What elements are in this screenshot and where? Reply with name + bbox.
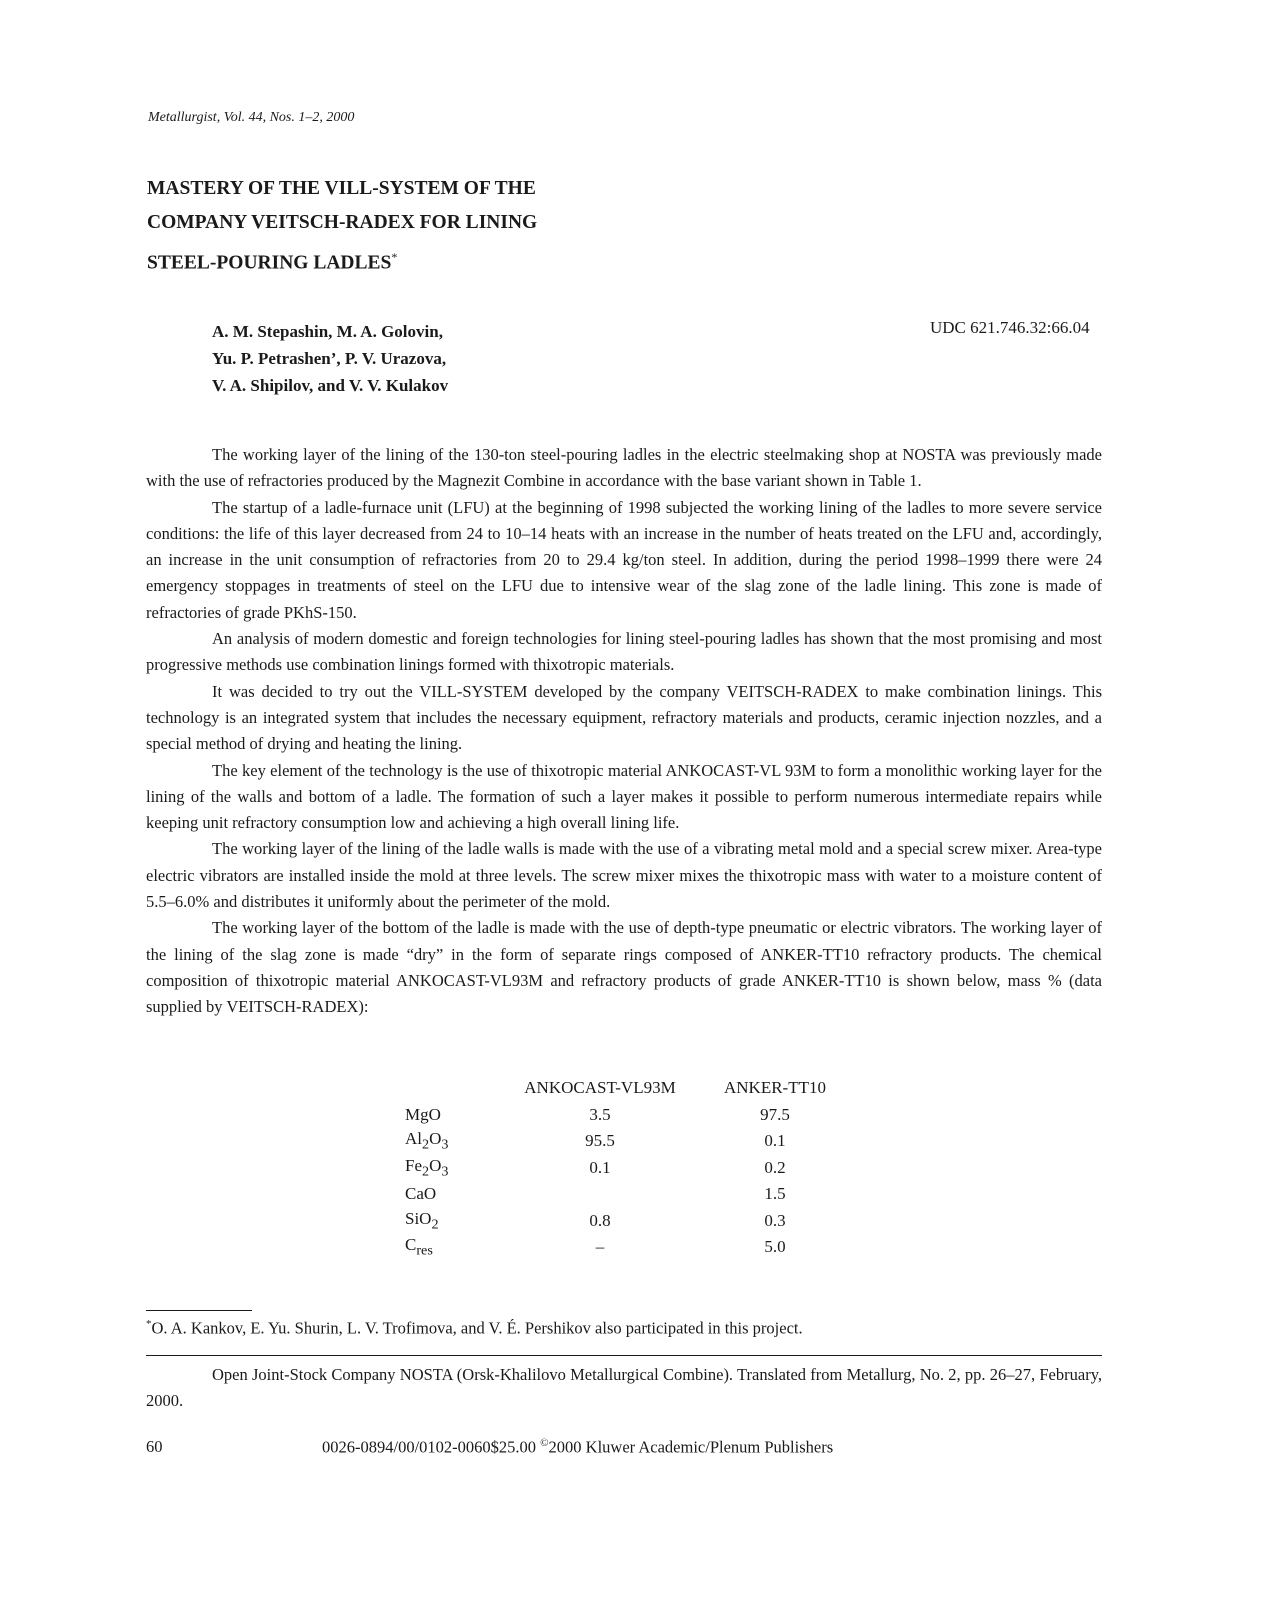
affiliation-text: Open Joint-Stock Company NOSTA (Orsk-Khalilovo Metallurgical Combine). Translated from Metallurg, No. 2, pp. 26–27, February, 2000.: [146, 1365, 1102, 1410]
table-cell: 5.0: [764, 1237, 786, 1257]
paragraph: The startup of a ladle-furnace unit (LFU) at the beginning of 1998 subjected the working lining of the ladles to more severe service conditions: the life of this layer decreased from 24 to 10–14 heats with an increase in the number of heats treated on the LFU and, accordingly, an increase in the unit consumption of refractories from 20 to 29.4 kg/ton steel. In addition, during the period 1998–1999 there were 24 emergency stoppages in treatments of steel on the LFU due to intensive wear of the slag zone of the ladle lining. This zone is made of refractories of grade PKhS-150.: [146, 497, 1102, 622]
article-body: [146, 442, 1102, 1021]
footnote: [146, 1318, 803, 1339]
title-footnote-marker: *: [391, 250, 398, 264]
oxide-label: MgO: [405, 1104, 441, 1124]
table-header-row: [405, 1075, 855, 1102]
table-row: [405, 1102, 855, 1129]
price-code: 0026-0894/00/0102-0060$25.00: [322, 1437, 537, 1457]
table-cell: 3.5: [589, 1104, 611, 1124]
title-line: STEEL-POURING LADLES*: [147, 250, 398, 274]
article-title: [147, 172, 667, 281]
copyright-symbol: ©: [540, 1437, 549, 1449]
table-cell: 0.8: [589, 1210, 611, 1230]
footnote-marker: *: [146, 1318, 152, 1330]
paragraph: An analysis of modern domestic and foreign technologies for lining steel-pouring ladles has shown that the most promising and most progressive methods use combination linings formed with thixotropic materials.: [146, 629, 1102, 675]
table-cell: 1.5: [764, 1184, 786, 1204]
publisher: 2000 Kluwer Academic/Plenum Publishers: [548, 1437, 834, 1457]
oxide-label: CaO: [405, 1184, 437, 1204]
title-line: COMPANY VEITSCH-RADEX FOR LINING: [147, 212, 538, 233]
paragraph: The working layer of the lining of the ladle walls is made with the use of a vibrating metal mold and a special screw mixer. Area-type electric vibrators are installed inside the mold at three levels. The screw mixer mixes the thixotropic mass with water to a moisture content of 5.5–6.0% and distributes it uniformly about the perimeter of the mold.: [146, 839, 1102, 912]
footnote-divider: [146, 1310, 252, 1311]
table-header-cell: ANKER-TT10: [724, 1078, 826, 1098]
footnote-text: O. A. Kankov, E. Yu. Shurin, L. V. Trofimova, and V. É. Pershikov also participated in this project.: [151, 1318, 803, 1338]
table-header-cell: ANKOCAST-VL93M: [524, 1078, 676, 1098]
udc-code: UDC 621.746.32:66.04: [930, 318, 1090, 337]
title-line: MASTERY OF THE VILL-SYSTEM OF THE: [147, 178, 536, 199]
oxide-label: $Fe_2O_3$: [405, 1155, 449, 1179]
paragraph: The working layer of the bottom of the ladle is made with the use of depth-type pneumatic or electric vibrators. The working layer of the lining of the slag zone is made “dry” in the form of separate rings composed of ANKER-TT10 refractory products. The chemical composition of thixotropic material ANKOCAST-VL93M and refractory products of grade ANKER-TT10 is shown below, mass % (data supplied by VEITSCH-RADEX):: [146, 918, 1102, 1017]
author-line: A. M. Stepashin, M. A. Golovin,: [212, 322, 443, 341]
composition-table: [405, 1075, 855, 1261]
affiliation: [146, 1362, 1102, 1414]
paragraph: The key element of the technology is the use of thixotropic material ANKOCAST-VL 93M to form a monolithic working layer for the lining of the walls and bottom of a ladle. The formation of such a layer makes it possible to perform numerous intermediate repairs while keeping unit refractory consumption low and achieving a high overall lining life.: [146, 760, 1102, 833]
page-number: 60: [146, 1437, 163, 1456]
table-cell: [505, 1181, 695, 1208]
table-cell: –: [595, 1237, 605, 1257]
oxide-label: $C_{res}$: [405, 1235, 433, 1259]
table-header-cell: [405, 1075, 505, 1102]
paragraph: It was decided to try out the VILL-SYSTEM developed by the company VEITSCH-RADEX to make combination linings. This technology is an integrated system that includes the necessary equipment, refractory materials and products, ceramic injection nozzles, and a special method of drying and heating the lining.: [146, 681, 1102, 754]
paragraph: The working layer of the lining of the 130-ton steel-pouring ladles in the electric steelmaking shop at NOSTA was previously made with the use of refractories produced by the Magnezit Combine in accordance with the base variant shown in Table 1.: [146, 445, 1102, 491]
table-cell: 0.3: [764, 1210, 786, 1230]
oxide-label: SiO$_2$: [405, 1208, 439, 1232]
table-row: [405, 1128, 855, 1155]
table-cell: 0.2: [764, 1157, 786, 1177]
table-row: [405, 1208, 855, 1235]
author-list: [212, 318, 448, 399]
author-line: Yu. P. Petrashen’, P. V. Urazova,: [212, 349, 447, 368]
table-cell: 95.5: [585, 1131, 615, 1151]
table-row: [405, 1155, 855, 1182]
table-cell: 0.1: [589, 1157, 611, 1177]
oxide-label: $Al_2O_3$: [405, 1129, 449, 1153]
table-cell: 97.5: [760, 1104, 790, 1124]
table-row: [405, 1181, 855, 1208]
table-row: [405, 1234, 855, 1261]
affiliation-divider: [146, 1355, 1102, 1356]
journal-citation: Metallurgist, Vol. 44, Nos. 1–2, 2000: [148, 110, 355, 125]
copyright-line: [322, 1437, 833, 1458]
table-cell: 0.1: [764, 1131, 786, 1151]
author-line: V. A. Shipilov, and V. V. Kulakov: [212, 376, 449, 395]
